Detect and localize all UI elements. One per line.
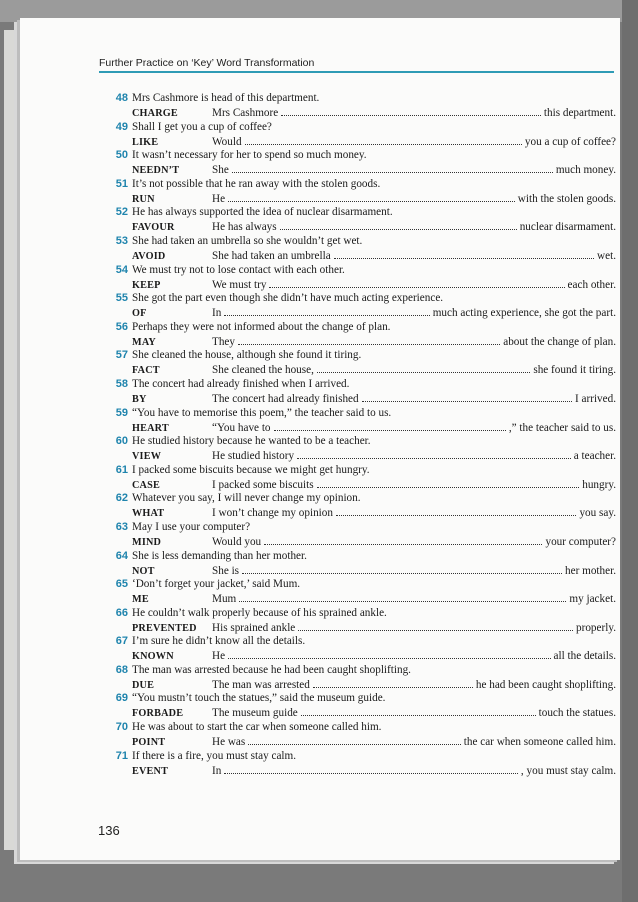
exercise-item (106, 464, 616, 493)
sentence-end: touch the statues. (538, 707, 616, 720)
original-sentence: The man was arrested because he had been caught shoplifting. (132, 663, 411, 676)
sentence-start: He has always (212, 221, 277, 234)
sentence-start: In (212, 764, 222, 777)
exercise-number: 61 (115, 463, 128, 476)
exercise-number: 71 (115, 749, 128, 762)
original-sentence: ‘Don’t forget your jacket,’ said Mum. (132, 578, 301, 591)
exercise-number: 63 (115, 520, 128, 533)
transformation-line (132, 621, 616, 635)
exercise-item (106, 321, 616, 350)
transformation-line (132, 535, 616, 549)
key-word: POINT (132, 737, 166, 749)
exercise-item (106, 92, 616, 121)
transformation-line (132, 392, 616, 406)
sentence-end: she found it tiring. (533, 364, 616, 377)
transformation-line (132, 592, 616, 606)
exercise-item (106, 750, 616, 779)
exercise-item (106, 149, 616, 178)
original-sentence: We must try not to lose contact with each other. (132, 263, 345, 276)
answer-blank[interactable] (264, 535, 542, 545)
transformation-line (132, 249, 616, 263)
original-sentence: He couldn’t walk properly because of his sprained ankle. (132, 606, 387, 619)
answer-blank[interactable] (301, 706, 536, 716)
transformation-line (132, 106, 616, 120)
sentence-end: all the details. (553, 650, 616, 663)
key-word: PREVENTED (132, 622, 197, 634)
original-sentence: I’m sure he didn’t know all the details. (132, 635, 306, 648)
sentence-start: She had taken an umbrella (212, 249, 331, 262)
exercise-item (106, 407, 616, 436)
sentence-end: about the change of plan. (503, 335, 616, 348)
answer-blank[interactable] (334, 249, 594, 259)
exercise-number: 48 (115, 92, 128, 104)
key-word: OF (132, 308, 147, 320)
scan-shadow (622, 0, 638, 902)
transformation-line (132, 506, 616, 520)
original-sentence: May I use your computer? (132, 520, 251, 533)
sentence-start: She is (212, 564, 240, 577)
sentence-start: He studied history (212, 450, 295, 463)
original-sentence: Shall I get you a cup of coffee? (132, 120, 272, 133)
exercise-number: 62 (115, 492, 128, 505)
key-word: AVOID (132, 250, 166, 262)
sentence-end: you a cup of coffee? (524, 135, 616, 148)
answer-blank[interactable] (269, 278, 564, 288)
exercise-item (106, 607, 616, 636)
transformation-line (132, 335, 616, 349)
original-sentence: If there is a fire, you must stay calm. (132, 749, 297, 762)
key-word: ME (132, 594, 149, 606)
answer-blank[interactable] (232, 163, 553, 173)
exercise-number: 54 (115, 263, 128, 276)
key-word: EVENT (132, 765, 169, 777)
answer-blank[interactable] (297, 449, 571, 459)
exercise-item (106, 692, 616, 721)
key-word: NOT (132, 565, 155, 577)
sentence-start: Would (212, 135, 242, 148)
transformation-line (132, 649, 616, 663)
sentence-start: The museum guide (212, 707, 298, 720)
exercise-number: 50 (115, 149, 128, 162)
sentence-end: I arrived. (575, 392, 616, 405)
answer-blank[interactable] (242, 564, 562, 574)
exercise-number: 67 (115, 635, 128, 648)
sentence-start: They (212, 335, 235, 348)
exercise-item (106, 521, 616, 550)
sentence-end: ,” the teacher said to us. (508, 421, 616, 434)
sentence-start: He (212, 192, 226, 205)
answer-blank[interactable] (238, 335, 500, 345)
sentence-start: I packed some biscuits (212, 478, 314, 491)
sentence-end: hungry. (582, 478, 616, 491)
exercise-number: 55 (115, 292, 128, 305)
exercise-number: 66 (115, 606, 128, 619)
sentence-start: The concert had already finished (212, 392, 359, 405)
original-sentence: “You mustn’t touch the statues,” said the museum guide. (132, 692, 386, 705)
original-sentence: He has always supported the idea of nuclear disarmament. (132, 206, 393, 219)
sentence-end: he had been caught shoplifting. (475, 678, 616, 691)
answer-blank[interactable] (280, 220, 517, 230)
original-sentence: She had taken an umbrella so she wouldn’t get wet. (132, 234, 363, 247)
key-word: KEEP (132, 279, 161, 291)
page-number: 136 (98, 823, 120, 838)
transformation-line (132, 678, 616, 692)
exercise-number: 70 (115, 721, 128, 734)
exercise-number: 49 (115, 120, 128, 133)
exercise-item (106, 206, 616, 235)
sentence-start: Mrs Cashmore (212, 107, 279, 119)
key-word: LIKE (132, 136, 159, 148)
exercise-item (106, 435, 616, 464)
transformation-line (132, 363, 616, 377)
original-sentence: Mrs Cashmore is head of this department. (132, 92, 320, 104)
sentence-start: She cleaned the house, (212, 364, 314, 377)
exercise-number: 56 (115, 320, 128, 333)
original-sentence: She got the part even though she didn’t have much acting experience. (132, 292, 444, 305)
exercise-item (106, 121, 616, 150)
exercise-item (106, 349, 616, 378)
answer-blank[interactable] (224, 764, 518, 774)
sentence-end: this department. (543, 107, 616, 119)
exercise-item (106, 264, 616, 293)
key-word: WHAT (132, 508, 165, 520)
sentence-end: the car when someone called him. (463, 736, 616, 749)
exercise-number: 57 (115, 349, 128, 362)
answer-blank[interactable] (313, 678, 473, 688)
answer-blank[interactable] (228, 649, 551, 659)
sentence-start: We must try (212, 278, 267, 291)
original-sentence: It wasn’t necessary for her to spend so much money. (132, 149, 367, 162)
exercise-number: 53 (115, 234, 128, 247)
answer-blank[interactable] (239, 592, 566, 602)
answer-blank[interactable] (228, 192, 515, 202)
sentence-end: much money. (555, 164, 616, 177)
exercise-item (106, 664, 616, 693)
transformation-line (132, 192, 616, 206)
key-word: FACT (132, 365, 160, 377)
sentence-start: Mum (212, 593, 237, 606)
original-sentence: Perhaps they were not informed about the change of plan. (132, 320, 391, 333)
transformation-line (132, 735, 616, 749)
sentence-end: my jacket. (569, 593, 616, 606)
exercise-number: 64 (115, 549, 128, 562)
sentence-start: He (212, 650, 226, 663)
answer-blank[interactable] (224, 306, 429, 316)
transformation-line (132, 449, 616, 463)
sentence-end: her mother. (565, 564, 616, 577)
key-word: NEEDN’T (132, 165, 180, 177)
sentence-start: I won’t change my opinion (212, 507, 333, 520)
sentence-end: your computer? (545, 535, 616, 548)
sentence-end: , you must stay calm. (520, 764, 616, 777)
sentence-end: properly. (576, 621, 616, 634)
transformation-line (132, 163, 616, 177)
header-rule (99, 71, 614, 73)
answer-blank[interactable] (317, 363, 530, 373)
sentence-end: wet. (597, 249, 616, 262)
key-word: FAVOUR (132, 222, 175, 234)
exercise-item (106, 492, 616, 521)
exercise-number: 58 (115, 377, 128, 390)
key-word: MIND (132, 536, 162, 548)
answer-blank[interactable] (336, 506, 576, 516)
sentence-end: a teacher. (573, 450, 616, 463)
key-word: CASE (132, 479, 160, 491)
answer-blank[interactable] (274, 421, 506, 431)
running-header: Further Practice on ‘Key’ Word Transformation (99, 57, 315, 69)
sentence-start: In (212, 307, 222, 320)
exercise-item (106, 635, 616, 664)
key-word: KNOWN (132, 651, 174, 663)
transformation-line (132, 478, 616, 492)
sentence-end: you say. (579, 507, 616, 520)
exercise-number: 52 (115, 206, 128, 219)
original-sentence: I packed some biscuits because we might get hungry. (132, 463, 370, 476)
exercise-number: 65 (115, 578, 128, 591)
sentence-end: much acting experience, she got the part. (432, 307, 616, 320)
book-page (20, 18, 620, 860)
key-word: RUN (132, 193, 155, 205)
page-stack-edge (4, 30, 18, 850)
original-sentence: He was about to start the car when someone called him. (132, 721, 382, 734)
answer-blank[interactable] (245, 135, 522, 145)
key-word: BY (132, 393, 147, 405)
transformation-line (132, 306, 616, 320)
sentence-start: The man was arrested (212, 678, 310, 691)
original-sentence: The concert had already finished when I arrived. (132, 377, 350, 390)
answer-blank[interactable] (248, 735, 461, 745)
sentence-end: with the stolen goods. (517, 192, 616, 205)
exercise-number: 51 (115, 177, 128, 190)
original-sentence: She cleaned the house, although she found it tiring. (132, 349, 362, 362)
transformation-line (132, 706, 616, 720)
exercise-number: 68 (115, 663, 128, 676)
key-word: FORBADE (132, 708, 184, 720)
exercise-item (106, 550, 616, 579)
exercise-item (106, 721, 616, 750)
sentence-end: each other. (567, 278, 616, 291)
exercise-number: 60 (115, 435, 128, 448)
sentence-end: nuclear disarmament. (519, 221, 616, 234)
key-word: DUE (132, 679, 155, 691)
exercise-item (106, 235, 616, 264)
transformation-line (132, 278, 616, 292)
key-word: MAY (132, 336, 156, 348)
answer-blank[interactable] (362, 392, 572, 402)
answer-blank[interactable] (298, 621, 573, 631)
exercise-item (106, 578, 616, 607)
exercise-item (106, 378, 616, 407)
transformation-line (132, 764, 616, 778)
key-word: HEART (132, 422, 169, 434)
sentence-start: “You have to (212, 421, 271, 434)
transformation-line (132, 220, 616, 234)
sentence-start: His sprained ankle (212, 621, 296, 634)
exercise-number: 69 (115, 692, 128, 705)
key-word: CHARGE (132, 108, 178, 119)
key-word: VIEW (132, 451, 162, 463)
transformation-line (132, 421, 616, 435)
transformation-line (132, 135, 616, 149)
original-sentence: It’s not possible that he ran away with the stolen goods. (132, 177, 381, 190)
exercise-item (106, 292, 616, 321)
sentence-start: He was (212, 736, 246, 749)
original-sentence: He studied history because he wanted to be a teacher. (132, 435, 371, 448)
answer-blank[interactable] (317, 478, 580, 488)
answer-blank[interactable] (281, 106, 541, 116)
original-sentence: “You have to memorise this poem,” the teacher said to us. (132, 406, 392, 419)
exercise-item (106, 178, 616, 207)
original-sentence: Whatever you say, I will never change my opinion. (132, 492, 361, 505)
exercise-number: 59 (115, 406, 128, 419)
original-sentence: She is less demanding than her mother. (132, 549, 307, 562)
sentence-start: She (212, 164, 229, 177)
sentence-start: Would you (212, 535, 262, 548)
transformation-line (132, 564, 616, 578)
exercise-list (106, 92, 616, 778)
